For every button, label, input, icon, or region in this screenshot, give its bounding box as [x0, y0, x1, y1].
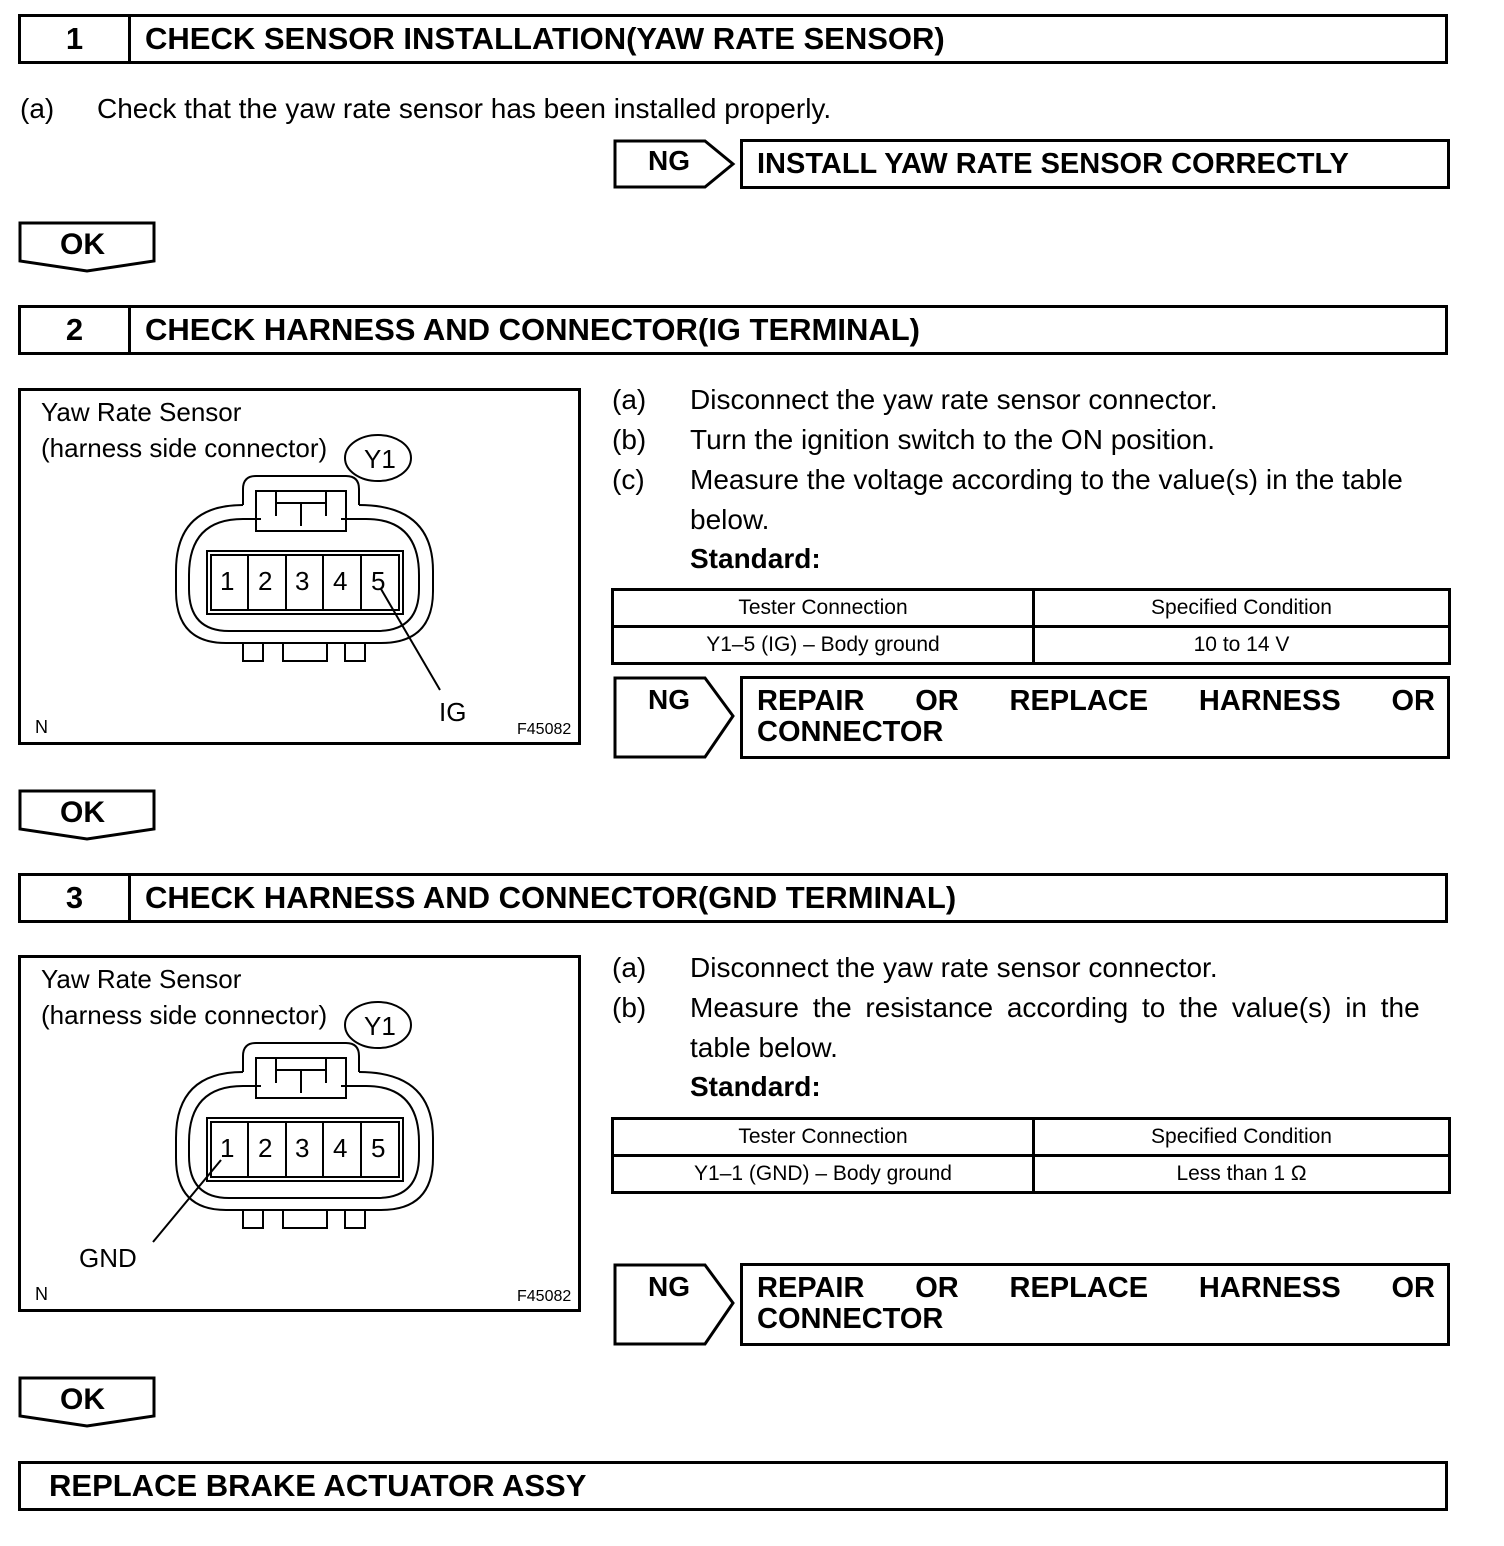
- figure-caption: Yaw Rate Sensor: [41, 964, 242, 994]
- ng-result-word: OR: [1391, 685, 1435, 717]
- ng-result-word: REPAIR: [757, 1272, 865, 1304]
- step-3-header: [18, 873, 1448, 923]
- step-number: 3: [21, 876, 131, 920]
- figure-caption: Yaw Rate Sensor: [41, 397, 242, 427]
- connector-id-label: Y1: [364, 1011, 396, 1041]
- ng-result-box: [740, 1263, 1450, 1346]
- ng-result-text: INSTALL YAW RATE SENSOR CORRECTLY: [757, 148, 1349, 180]
- pin-label: 5: [371, 1133, 386, 1163]
- instruction-text-line: Measure the resistance according to the value(s) in the: [690, 992, 1420, 1023]
- instruction-label: (a): [20, 93, 55, 124]
- pin-label: 3: [295, 566, 310, 596]
- table-cell: Y1–5 (IG) – Body ground: [613, 627, 1034, 664]
- step-title: CHECK HARNESS AND CONNECTOR(IG TERMINAL): [145, 312, 920, 347]
- ng-result-text: CONNECTOR: [757, 1303, 944, 1335]
- figure-caption: (harness side connector): [41, 433, 328, 463]
- table-header-row: [613, 590, 1450, 627]
- table-header: Tester Connection: [613, 590, 1034, 627]
- ng-result-box: [740, 139, 1450, 189]
- instruction-text: Measure the voltage according to the value(s) in the table: [690, 464, 1403, 495]
- table-row: [613, 1156, 1450, 1193]
- connector-figure: [18, 388, 581, 745]
- terminal-callout: IG: [439, 697, 467, 727]
- pin-label: 1: [220, 566, 235, 596]
- table-row: [613, 627, 1450, 664]
- instruction-text: Check that the yaw rate sensor has been installed properly.: [97, 93, 832, 124]
- ok-label: OK: [60, 228, 105, 261]
- ng-result-word: REPLACE: [1009, 685, 1149, 717]
- ng-result-word: OR: [915, 685, 959, 717]
- step-number: 2: [21, 308, 131, 352]
- instruction-text: Turn the ignition switch to the ON position.: [690, 424, 1215, 455]
- ng-label: NG: [648, 1271, 690, 1302]
- table-cell: 10 to 14 V: [1034, 627, 1450, 664]
- figure-code: F45082: [517, 721, 572, 738]
- pin-label: 1: [220, 1133, 235, 1163]
- step-title: CHECK SENSOR INSTALLATION(YAW RATE SENSOR): [145, 21, 945, 56]
- figure-corner-mark: N: [35, 717, 48, 737]
- table-header: Specified Condition: [1034, 590, 1450, 627]
- instruction-text-continued: below.: [690, 504, 770, 535]
- instruction-label: (c): [612, 464, 645, 495]
- pin-label: 5: [371, 566, 386, 596]
- step-2-header: [18, 305, 1448, 355]
- final-action-box: [18, 1461, 1448, 1511]
- figure-caption: (harness side connector): [41, 1000, 328, 1030]
- instruction-text-continued: table below.: [690, 1032, 838, 1063]
- ng-result-line: [757, 1272, 1435, 1305]
- spec-table: [611, 1117, 1451, 1194]
- ng-result-word: REPAIR: [757, 685, 865, 717]
- standard-label: Standard:: [690, 543, 821, 574]
- standard-label: Standard:: [690, 1071, 821, 1102]
- connector-id-label: Y1: [364, 444, 396, 474]
- table-header-row: [613, 1119, 1450, 1156]
- ng-result-box: [740, 676, 1450, 759]
- table-cell: Less than 1 Ω: [1034, 1156, 1450, 1193]
- spec-table: [611, 588, 1451, 665]
- ng-result-word: OR: [1391, 1272, 1435, 1304]
- final-action-title: REPLACE BRAKE ACTUATOR ASSY: [49, 1468, 587, 1503]
- instruction-label: (a): [612, 384, 647, 415]
- ng-result-word: REPLACE: [1009, 1272, 1149, 1304]
- table-header: Tester Connection: [613, 1119, 1034, 1156]
- step-1-header: [18, 14, 1448, 64]
- pin-label: 2: [258, 1133, 273, 1163]
- ok-label: OK: [60, 796, 105, 829]
- instruction-text: Disconnect the yaw rate sensor connector.: [690, 384, 1218, 415]
- pin-label: 4: [333, 1133, 348, 1163]
- table-cell: Y1–1 (GND) – Body ground: [613, 1156, 1034, 1193]
- instruction-label: (b): [612, 992, 647, 1023]
- instruction-label: (a): [612, 952, 647, 983]
- ok-label: OK: [60, 1383, 105, 1416]
- step-number: 1: [21, 17, 131, 61]
- instruction-label: (b): [612, 424, 647, 455]
- pin-label: 4: [333, 566, 348, 596]
- instruction-text: [690, 992, 1450, 1024]
- pin-label: 2: [258, 566, 273, 596]
- ng-result-line: [757, 685, 1435, 718]
- connector-figure: [18, 955, 581, 1312]
- ng-result-text: CONNECTOR: [757, 716, 944, 748]
- figure-code: F45082: [517, 1288, 572, 1305]
- ng-result-word: HARNESS: [1198, 1272, 1341, 1304]
- table-header: Specified Condition: [1034, 1119, 1450, 1156]
- ng-result-word: HARNESS: [1198, 685, 1341, 717]
- step-title: CHECK HARNESS AND CONNECTOR(GND TERMINAL): [145, 880, 957, 915]
- ng-result-word: OR: [915, 1272, 959, 1304]
- ng-label: NG: [648, 684, 690, 715]
- figure-corner-mark: N: [35, 1284, 48, 1304]
- ng-label: NG: [648, 145, 690, 176]
- instruction-text: Disconnect the yaw rate sensor connector.: [690, 952, 1218, 983]
- pin-label: 3: [295, 1133, 310, 1163]
- terminal-callout: GND: [79, 1243, 137, 1273]
